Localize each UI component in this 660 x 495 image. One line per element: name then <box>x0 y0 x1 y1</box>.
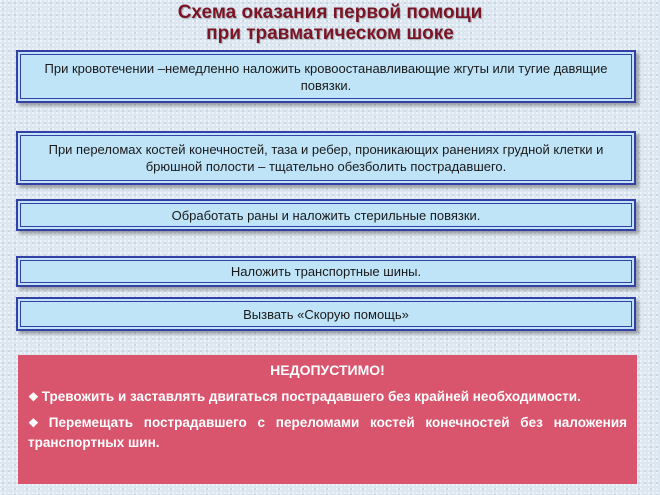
prohibited-item <box>28 413 627 452</box>
prohibited-item-text: Тревожить и заставлять двигаться пострадавшего без крайней необходимости. <box>41 389 581 404</box>
diamond-bullet-icon: ❖ <box>28 390 39 404</box>
step-wounds <box>16 199 636 231</box>
step-bleeding-text: При кровотечении –немедленно наложить кровоостанавливающие жгуты или тугие давящие повязки. <box>44 60 608 93</box>
page-title <box>0 2 660 44</box>
step-wounds-text: Обработать раны и наложить стерильные повязки. <box>171 207 481 223</box>
title-line-1: Схема оказания первой помощи <box>177 2 483 23</box>
diamond-bullet-icon: ❖ <box>28 416 46 430</box>
step-fractures-text: При переломах костей конечностей, таза и ребер, проникающих ранениях грудной клетки и брюшной полости – тщательно обезболить пострадавшего. <box>48 142 604 174</box>
step-ambulance <box>16 297 636 331</box>
prohibited-heading: НЕДОПУСТИМО! <box>270 362 385 378</box>
title-line-2: при травматическом шоке <box>206 23 454 44</box>
step-bleeding <box>16 50 636 103</box>
step-splints-text: Наложить транспортные шины. <box>230 264 422 279</box>
prohibited-panel <box>18 355 637 484</box>
step-ambulance-text: Вызвать «Скорую помощь» <box>243 306 409 322</box>
prohibited-item-text: Перемещать пострадавшего с переломами костей конечностей без наложения транспортных шин. <box>28 415 627 450</box>
step-fractures <box>16 131 636 185</box>
step-splints <box>16 256 636 287</box>
prohibited-item <box>28 387 627 407</box>
